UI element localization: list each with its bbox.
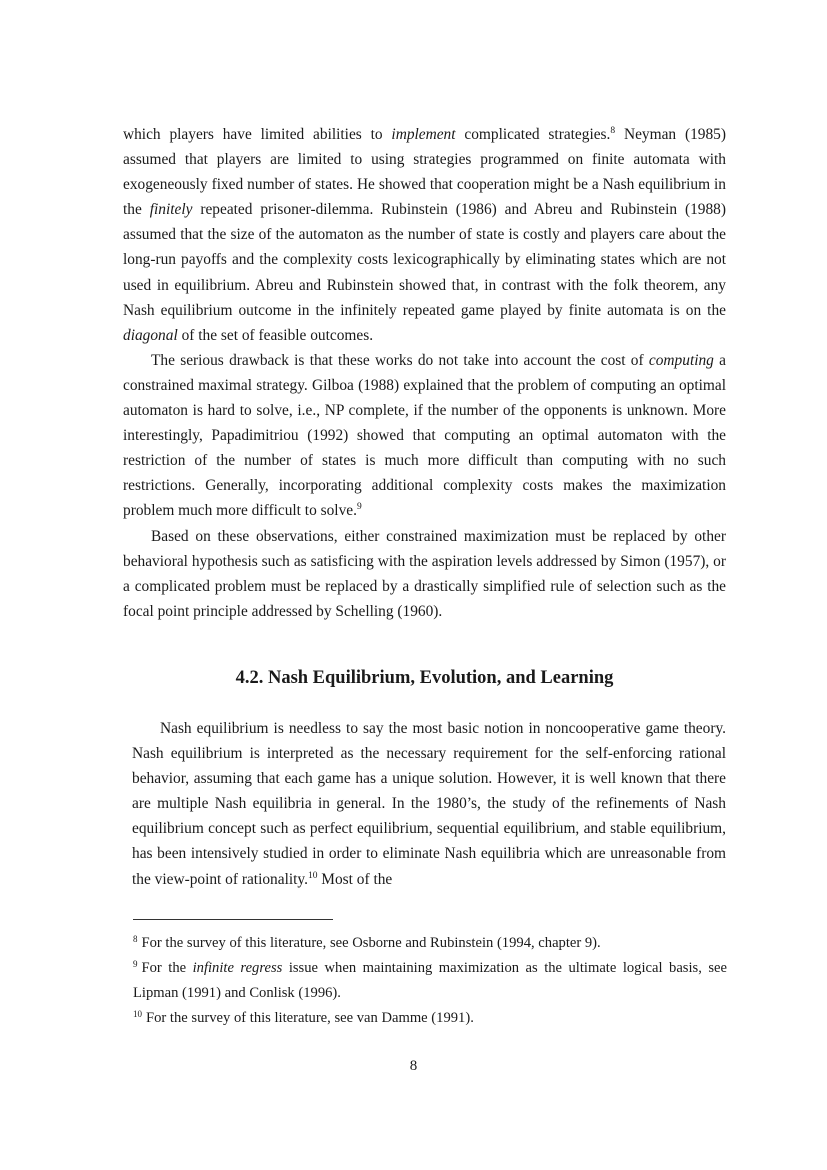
- footnote-text: For the survey of this literature, see Osborne and Rubinstein (1994, chapter 9).: [141, 935, 601, 951]
- footnote-number: 8: [133, 934, 138, 944]
- text-run: Nash equilibrium is needless to say the most basic notion in noncooperative game theory. Nash equilibrium is interpreted as the necessary requirement for the self-enforcing rational behavior, assuming that each game has a unique solution. However, it is well known that there are multiple Nash equilibria in general. In the 1980’s, the study of the refinements of Nash equilibrium concept such as perfect equilibrium, sequential equilibrium, and stable equilibrium, has been intensively studied in order to eliminate Nash equilibria which are unreasonable from the view-point of rationality.: [132, 720, 726, 888]
- text-run: repeated prisoner-dilemma. Rubinstein (1986) and Abreu and Rubinstein (1988) assumed that the size of the automaton as the number of state is costly and players care about the long-run payoffs and the complexity costs lexicographically by eliminating states which are not used in equilibrium. Abreu and Rubinstein showed that, in contrast with the folk theorem, any Nash equilibrium outcome in the infinitely repeated game played by finite automata is on the: [123, 201, 726, 319]
- footnote-ref-10[interactable]: 10: [307, 870, 318, 881]
- paragraph-drawback: [123, 348, 726, 524]
- emphasis-infinite-regress: infinite regress: [192, 960, 283, 976]
- text-run: a constrained maximal strategy. Gilboa (1988) explained that the problem of computing an optimal automaton is hard to solve, i.e., NP complete, if the number of the opponents is unknown. More interestingly, Papadimitriou (1992) showed that computing an optimal automaton with the restriction of the number of states is much more difficult than computing with no such restrictions. Generally, incorporating additional complexity costs makes the maximization problem much more difficult to solve.: [123, 351, 726, 520]
- text-run: of the set of feasible outcomes.: [177, 326, 374, 344]
- footnote-divider: [133, 919, 333, 920]
- footnote-number: 9: [133, 959, 138, 969]
- body-text-upper: [123, 122, 726, 624]
- footnote-ref-9[interactable]: 9: [356, 502, 362, 513]
- paragraph-nash: [132, 716, 726, 892]
- footnote-ref-8[interactable]: 8: [610, 126, 616, 136]
- text-run: which players have limited abilities to: [123, 126, 392, 143]
- footnote-10: [133, 1006, 727, 1031]
- footnote-8: [133, 931, 727, 956]
- emphasis-finitely: finitely: [149, 201, 193, 219]
- footnote-text: issue when maintaining maximization as the ultimate logical basis, see Lipman (1991) and Conlisk (1996).: [133, 960, 727, 1001]
- footnote-9: [133, 956, 727, 1006]
- footnote-text: For the: [141, 960, 193, 976]
- text-run: complicated strategies.: [455, 126, 611, 143]
- text-run: The serious drawback is that these works do not take into account the cost of: [151, 351, 649, 369]
- footnote-text: For the survey of this literature, see van Damme (1991).: [146, 1010, 474, 1026]
- text-run: Most of the: [317, 870, 393, 888]
- text-run: Neyman (1985) assumed that players are limited to using strategies programmed on finite automata with exogeneously fixed number of states. He showed that cooperation might be a Nash equilibrium in the: [123, 126, 726, 219]
- page-number: 8: [409, 1058, 418, 1074]
- footnotes: [133, 931, 727, 1031]
- emphasis-diagonal: diagonal: [123, 326, 178, 344]
- paragraph-observations: Based on these observations, either constrained maximization must be replaced by other behavioral hypothesis such as satisficing with the aspiration levels addressed by Simon (1957), or a complicated problem must be replaced by a drastically simplified rule of selection such as the focal point principle addressed by Schelling (1960).: [123, 527, 726, 620]
- section-heading: 4.2. Nash Equilibrium, Evolution, and Learning: [235, 668, 614, 688]
- body-text-lower: [132, 716, 726, 892]
- emphasis-implement: implement: [391, 126, 456, 143]
- emphasis-computing: computing: [648, 351, 714, 369]
- paragraph-automata: [123, 122, 726, 348]
- footnote-number: 10: [133, 1009, 142, 1019]
